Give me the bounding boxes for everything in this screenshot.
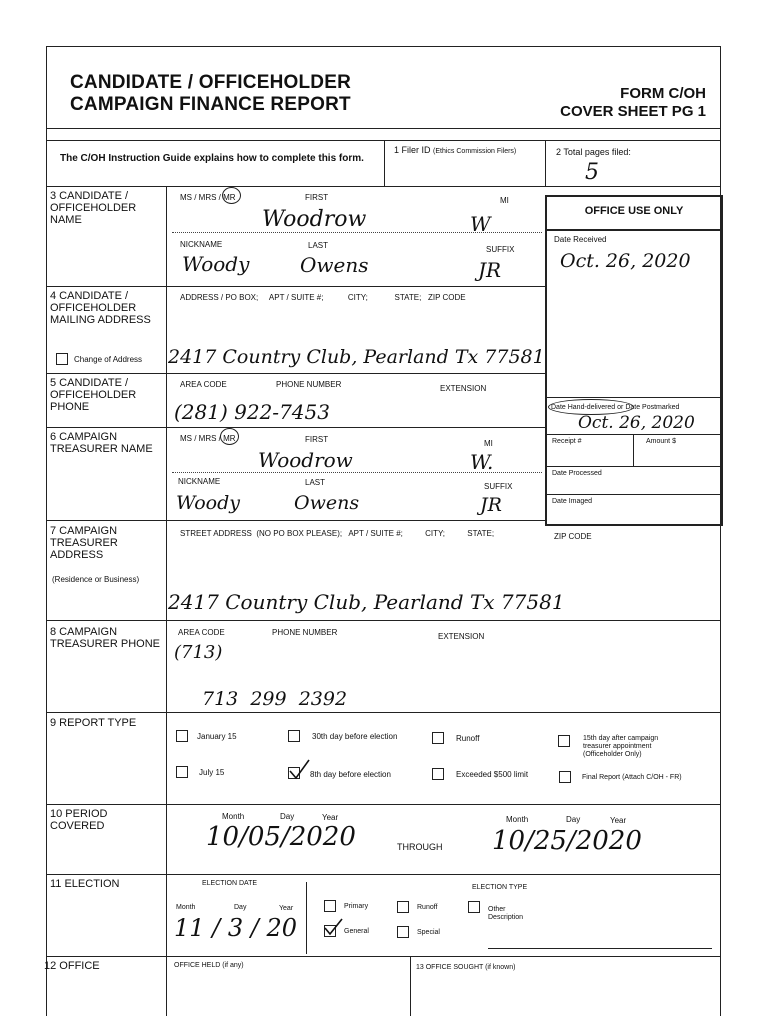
office-use-title: OFFICE USE ONLY bbox=[584, 205, 684, 217]
total-pages-label: 2 Total pages filed: bbox=[556, 147, 631, 157]
section9-label: 9 REPORT TYPE bbox=[50, 717, 137, 729]
to-month-label: Month bbox=[506, 815, 529, 824]
section7-sub: (Residence or Business) bbox=[52, 575, 140, 584]
form-left-border bbox=[46, 46, 47, 1016]
divider bbox=[384, 140, 385, 186]
jan15-checkbox[interactable] bbox=[176, 730, 188, 742]
divider bbox=[410, 956, 411, 1016]
section8-label: 8 CAMPAIGN TREASURER PHONE bbox=[50, 626, 161, 650]
s8-area-label: AREA CODE bbox=[178, 628, 225, 637]
dotted-line bbox=[172, 232, 542, 233]
date-hand-value: Oct. 26, 2020 bbox=[578, 413, 695, 433]
period-from[interactable]: 10/05/2020 bbox=[206, 822, 356, 852]
divider bbox=[46, 373, 545, 374]
exceeded-label: Exceeded $500 limit bbox=[456, 770, 529, 779]
divider bbox=[46, 140, 720, 141]
divider bbox=[545, 466, 723, 467]
day15-checkbox[interactable] bbox=[558, 735, 570, 747]
s7-zip-label: ZIP CODE bbox=[554, 532, 592, 541]
divider bbox=[46, 712, 720, 713]
divider bbox=[46, 427, 545, 428]
s6-suffix-label: SUFFIX bbox=[484, 482, 513, 491]
s5-area-label: AREA CODE bbox=[180, 380, 227, 389]
exceeded-checkbox[interactable] bbox=[432, 768, 444, 780]
treasurer-suffix[interactable]: JR bbox=[480, 494, 502, 516]
s6-last-label: LAST bbox=[305, 478, 326, 487]
office-held-label: OFFICE HELD (if any) bbox=[174, 962, 244, 969]
section3-label: 3 CANDIDATE / OFFICEHOLDER NAME bbox=[50, 190, 137, 226]
treasurer-mr-circle-mark bbox=[220, 428, 239, 445]
jul15-label: July 15 bbox=[199, 768, 225, 777]
election-type-label: ELECTION TYPE bbox=[472, 884, 528, 891]
s3-nickname-label: NICKNAME bbox=[180, 240, 223, 249]
primary-checkbox[interactable] bbox=[324, 900, 336, 912]
form-title: CANDIDATE / OFFICEHOLDER CAMPAIGN FINANCE REPORT bbox=[70, 72, 351, 115]
treasurer-first-name[interactable]: Woodrow bbox=[258, 448, 353, 472]
divider bbox=[306, 882, 307, 954]
divider bbox=[46, 804, 720, 805]
divider bbox=[545, 494, 723, 495]
receipt-label: Receipt # bbox=[552, 438, 582, 445]
primary-label: Primary bbox=[344, 903, 369, 910]
period-to[interactable]: 10/25/2020 bbox=[492, 826, 642, 856]
divider bbox=[633, 434, 634, 466]
special-label: Special bbox=[417, 929, 440, 936]
date-hand-label: Date Hand-delivered or Date Postmarked bbox=[551, 404, 680, 411]
general-label: General bbox=[344, 928, 369, 935]
change-of-address-label: Change of Address bbox=[74, 355, 143, 364]
runoff-checkbox[interactable] bbox=[432, 732, 444, 744]
section11-label: 11 ELECTION bbox=[50, 878, 120, 890]
divider bbox=[545, 140, 546, 186]
divider bbox=[46, 186, 720, 187]
office-sought-label: 13 OFFICE SOUGHT (if known) bbox=[416, 964, 516, 971]
jul15-checkbox[interactable] bbox=[176, 766, 188, 778]
treasurer-last-name[interactable]: Owens bbox=[294, 492, 360, 514]
final-report-checkbox[interactable] bbox=[559, 771, 571, 783]
filer-id-label: 1 Filer ID (Ethics Commission Filers) bbox=[394, 145, 517, 155]
s6-nickname-label: NICKNAME bbox=[178, 477, 221, 486]
candidate-nickname[interactable]: Woody bbox=[182, 252, 250, 276]
other-label: Other Description bbox=[488, 906, 524, 921]
treasurer-area-code[interactable]: (713) bbox=[174, 642, 223, 663]
runoff-label: Runoff bbox=[456, 734, 480, 743]
s3-first-label: FIRST bbox=[305, 193, 329, 202]
mr-circle-mark bbox=[222, 187, 241, 204]
candidate-last-name[interactable]: Owens bbox=[300, 253, 369, 277]
section5-label: 5 CANDIDATE / OFFICEHOLDER PHONE bbox=[50, 377, 137, 413]
s8-phone-label: PHONE NUMBER bbox=[272, 628, 338, 637]
s5-phone-label: PHONE NUMBER bbox=[276, 380, 342, 389]
day15-label: 15th day after campaign treasurer appointment (Officeholder Only) bbox=[583, 735, 659, 758]
s7-fields-label: STREET ADDRESS (NO PO BOX PLEASE); APT / SUITE #; CITY; STATE; bbox=[180, 529, 495, 538]
candidate-suffix[interactable]: JR bbox=[478, 258, 502, 282]
s3-suffix-label: SUFFIX bbox=[486, 245, 515, 254]
candidate-first-name[interactable]: Woodrow bbox=[262, 207, 367, 232]
instructions-text: The C/OH Instruction Guide explains how to complete this form. bbox=[60, 153, 364, 164]
divider bbox=[545, 434, 723, 435]
date-received-label: Date Received bbox=[554, 235, 607, 244]
from-year-label: Year bbox=[322, 813, 339, 822]
from-day-label: Day bbox=[280, 812, 295, 821]
total-pages-value[interactable]: 5 bbox=[585, 160, 599, 185]
jan15-label: January 15 bbox=[197, 732, 237, 741]
final-report-label: Final Report (Attach C/OH - FR) bbox=[582, 774, 682, 781]
section6-label: 6 CAMPAIGN TREASURER NAME bbox=[50, 431, 153, 455]
dotted-line bbox=[172, 472, 542, 473]
day30-checkbox[interactable] bbox=[288, 730, 300, 742]
divider bbox=[46, 520, 545, 521]
section7-label: 7 CAMPAIGN TREASURER ADDRESS bbox=[50, 525, 118, 561]
s6-first-label: FIRST bbox=[305, 435, 329, 444]
divider bbox=[545, 229, 723, 231]
treasurer-address[interactable]: 2417 Country Club, Pearland Tx 77581 bbox=[168, 590, 565, 614]
date-received-value: Oct. 26, 2020 bbox=[560, 250, 691, 272]
s4-fields-label: ADDRESS / PO BOX; APT / SUITE #; CITY; STATE; ZIP CODE bbox=[180, 293, 466, 302]
section10-label: 10 PERIOD COVERED bbox=[50, 808, 108, 832]
election-date-label: ELECTION DATE bbox=[202, 880, 258, 887]
form-top-border bbox=[46, 46, 720, 47]
election-day-label: Day bbox=[234, 904, 247, 911]
s6-mi-label: MI bbox=[484, 439, 493, 448]
date-processed-label: Date Processed bbox=[552, 470, 602, 477]
form-id: FORM C/OH COVER SHEET PG 1 bbox=[560, 85, 706, 120]
divider bbox=[46, 286, 545, 287]
description-line bbox=[488, 948, 712, 949]
other-checkbox[interactable] bbox=[468, 901, 480, 913]
s8-ext-label: EXTENSION bbox=[438, 632, 485, 641]
election-month-label: Month bbox=[176, 904, 196, 911]
s3-last-label: LAST bbox=[308, 241, 329, 250]
general-check-icon bbox=[322, 917, 344, 937]
candidate-phone[interactable]: (281) 922-7453 bbox=[174, 400, 330, 424]
divider bbox=[545, 397, 723, 398]
day8-label: 8th day before election bbox=[310, 770, 391, 779]
to-day-label: Day bbox=[566, 815, 581, 824]
election-year-label: Year bbox=[279, 905, 294, 912]
change-of-address-checkbox[interactable] bbox=[56, 353, 68, 365]
divider bbox=[46, 128, 720, 129]
through-label: THROUGH bbox=[397, 842, 443, 852]
section4-label: 4 CANDIDATE / OFFICEHOLDER MAILING ADDRESS bbox=[50, 290, 151, 326]
divider bbox=[46, 620, 720, 621]
treasurer-phone[interactable]: 713 299 2392 bbox=[202, 688, 348, 710]
date-imaged-label: Date Imaged bbox=[552, 498, 593, 505]
to-year-label: Year bbox=[610, 816, 627, 825]
election-runoff-checkbox[interactable] bbox=[397, 901, 409, 913]
election-date-value[interactable]: 11 / 3 / 20 bbox=[174, 914, 298, 942]
section12-label: 12 OFFICE bbox=[44, 960, 100, 972]
election-runoff-label: Runoff bbox=[417, 904, 438, 911]
from-month-label: Month bbox=[222, 812, 245, 821]
s5-ext-label: EXTENSION bbox=[440, 384, 487, 393]
s3-ms-label: MS / MRS / MR bbox=[180, 193, 236, 202]
treasurer-nickname[interactable]: Woody bbox=[176, 492, 241, 514]
candidate-address[interactable]: 2417 Country Club, Pearland Tx 77581 bbox=[168, 346, 545, 368]
special-checkbox[interactable] bbox=[397, 926, 409, 938]
day8-check-icon bbox=[286, 758, 312, 782]
label-column-divider bbox=[166, 186, 167, 1016]
s3-mi-label: MI bbox=[500, 196, 509, 205]
s6-ms-label: MS / MRS / MR bbox=[180, 434, 236, 443]
divider bbox=[46, 956, 720, 957]
treasurer-mi[interactable]: W. bbox=[470, 450, 494, 474]
divider bbox=[46, 874, 720, 875]
form-right-border bbox=[720, 46, 721, 1016]
amount-label: Amount $ bbox=[646, 438, 676, 445]
candidate-mi[interactable]: W bbox=[470, 212, 491, 236]
day30-label: 30th day before election bbox=[312, 732, 398, 741]
